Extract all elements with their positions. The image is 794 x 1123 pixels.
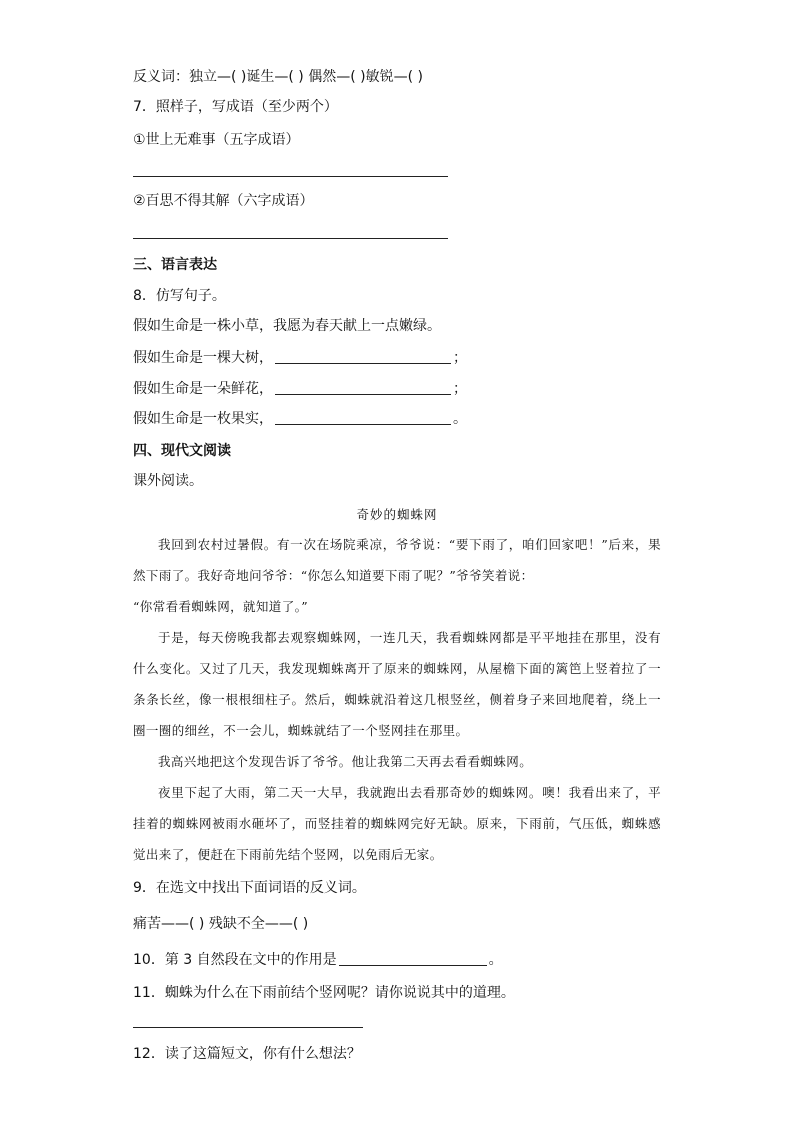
q8-line-1-prompt: 假如生命是一棵大树， — [133, 350, 273, 366]
q7-answer-line-2[interactable] — [133, 238, 448, 239]
passage-paragraph-3: 我高兴地把这个发现告诉了爷爷。他让我第二天再去看看蜘蛛网。 — [158, 754, 533, 769]
passage-title: 奇妙的蜘蛛网 — [356, 507, 438, 522]
q8-line-2 — [133, 379, 467, 399]
q10-line — [133, 950, 503, 970]
q7-item-1: ①世上无难事（五字成语） — [133, 132, 300, 148]
q8-line-1 — [133, 348, 467, 368]
passage-paragraph-2: 于是，每天傍晚我都去观察蜘蛛网，一连几天，我看蜘蛛网都是平平地挂在那里，没有什么变化。又过了几天，我发现蜘蛛离开了原来的蜘蛛网，从屋檐下面的篱笆上竖着拉了一条条长丝，像一根根细柱子。然后，蜘蛛就沿着这几根竖丝，侧着身子来回地爬着，绕上一圈一圈的细丝，不一会儿，蜘蛛就结了一个竖网挂在那里。 — [133, 630, 661, 738]
q8-line-2-end: ； — [453, 381, 467, 397]
q8-line-1-end: ； — [453, 350, 467, 366]
q6-antonyms-line: 反义词：独立—( )诞生—( ) 偶然—( )敏锐—( ) — [133, 69, 423, 85]
q7-item-2: ②百思不得其解（六字成语） — [133, 193, 314, 209]
q9-title: 9．在选文中找出下面词语的反义词。 — [133, 880, 366, 896]
q8-line-3-end: 。 — [453, 411, 467, 427]
q9-answer-line: 痛苦——( ) 残缺不全——( ) — [133, 916, 309, 932]
passage-body — [133, 529, 661, 870]
q11-question: 11．蜘蛛为什么在下雨前结个竖网呢？请你说说其中的道理。 — [133, 985, 515, 1001]
q8-blank-3[interactable] — [275, 410, 451, 425]
passage-paragraph-1: 我回到农村过暑假。有一次在场院乘凉，爷爷说：“要下雨了，咱们回家吧！”后来，果然下雨了。我好奇地问爷爷：“你怎么知道要下雨了呢？”爷爷笑着说： — [133, 537, 661, 583]
q8-blank-1[interactable] — [275, 349, 451, 364]
reading-intro: 课外阅读。 — [133, 473, 203, 489]
q7-answer-line-1[interactable] — [133, 176, 448, 177]
q10-blank[interactable] — [339, 951, 487, 966]
section-4-heading: 四、现代文阅读 — [133, 443, 231, 459]
q8-line-3 — [133, 409, 467, 429]
q8-line-3-prompt: 假如生命是一枚果实， — [133, 411, 273, 427]
q7-title: 7．照样子，写成语（至少两个） — [133, 99, 338, 115]
q12-question: 12．读了这篇短文，你有什么想法？ — [133, 1046, 361, 1062]
section-3-heading: 三、语言表达 — [133, 257, 217, 273]
passage-paragraph-1-quote: “你常看看蜘蛛网，就知道了。” — [133, 599, 309, 614]
q11-answer-line[interactable] — [133, 1027, 363, 1028]
q8-line-2-prompt: 假如生命是一朵鲜花， — [133, 381, 273, 397]
q8-example: 假如生命是一株小草，我愿为春天献上一点嫩绿。 — [133, 318, 441, 334]
q10-end: 。 — [488, 952, 503, 968]
passage-paragraph-4: 夜里下起了大雨，第二天一大早，我就跑出去看那奇妙的蜘蛛网。噢！我看出来了，平挂着的蜘蛛网被雨水砸坏了，而竖挂着的蜘蛛网完好无缺。原来，下雨前，气压低，蜘蛛感觉出来了，便赶在下雨前先结个竖网，以免雨后无家。 — [133, 785, 661, 862]
q10-prompt: 10．第 3 自然段在文中的作用是 — [133, 952, 337, 968]
q8-title: 8．仿写句子。 — [133, 288, 226, 304]
q8-blank-2[interactable] — [275, 380, 451, 395]
